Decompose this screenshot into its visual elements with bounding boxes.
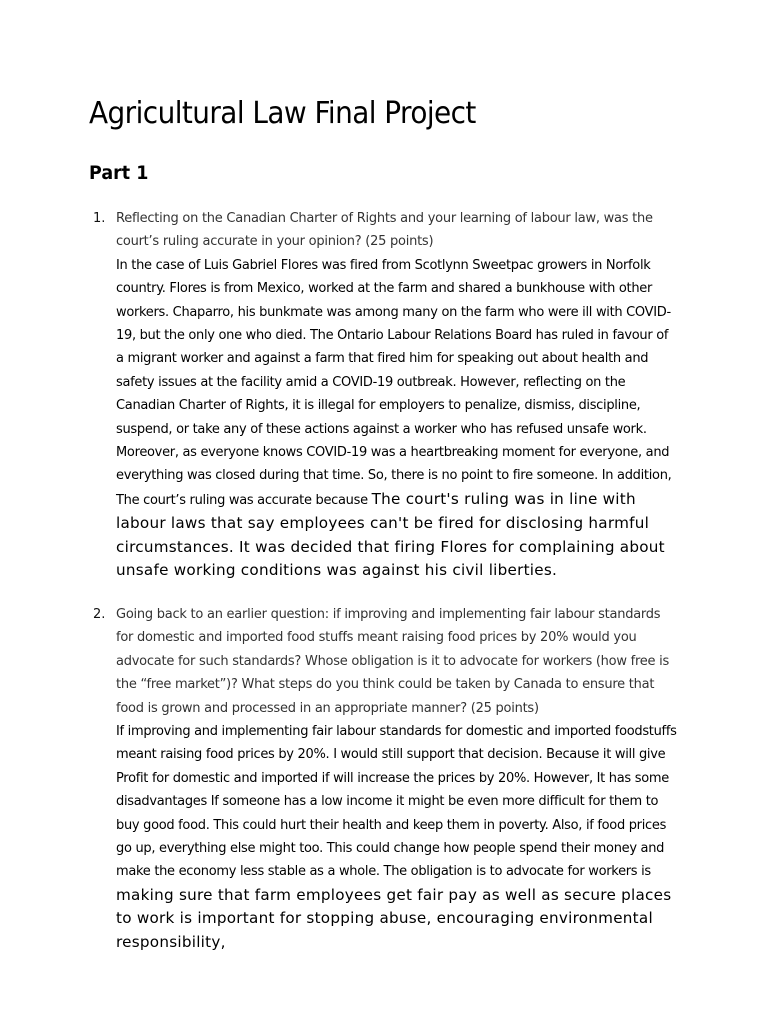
answer-text-large: The court's ruling was in line with labour laws that say employees can't be fired for disclosing harmful circumstances. It was decided that firing Flores for complaining about unsafe working conditions was against his civil liberties. xyxy=(116,489,665,580)
answer-text-large: making sure that farm employees get fair pay as well as secure places to work is important for stopping abuse, encouraging environmental responsibility, xyxy=(116,885,672,951)
question-text: Reflecting on the Canadian Charter of Rights and your learning of labour law, was the court’s ruling accurate in your opinion? (25 points) xyxy=(116,211,653,250)
answer-paragraph xyxy=(116,254,678,583)
list-item-body xyxy=(116,207,678,583)
list-item-1 xyxy=(93,207,683,583)
list-item-body xyxy=(116,603,678,954)
list-item-2 xyxy=(93,603,683,954)
part-heading: Part 1 xyxy=(89,162,149,184)
answer-paragraph xyxy=(116,720,678,954)
answer-text: If improving and implementing fair labour standards for domestic and imported foodstuffs meant raising food prices by 20%. I would still support that decision. Because it will give Profit for domestic and imported if will increase the prices by 20%. However, It has some disadvantages If someone has a low income it might be even more difficult for them to buy good food. This could hurt their health and keep them in poverty. Also, if food prices go up, everything else might too. This could change how people spend their money and make the economy less stable as a whole. The obligation is to advocate for workers is xyxy=(116,724,677,880)
list-item-number: 2. xyxy=(93,607,106,622)
document-title: Agricultural Law Final Project xyxy=(89,96,476,131)
question-text: Going back to an earlier question: if improving and implementing fair labour standards for domestic and imported food stuffs meant raising food prices by 20% would you advocate for such standards? Whose obligation is it to advocate for workers (how free is the “free market”)? What steps do you think could be taken by Canada to ensure that food is grown and processed in an appropriate manner? (25 points) xyxy=(116,607,670,716)
answer-text: In the case of Luis Gabriel Flores was fired from Scotlynn Sweetpac growers in Norfolk country. Flores is from Mexico, worked at the farm and shared a bunkhouse with other workers. Chaparro, his bunkmate was among many on the farm who were ill with COVID-19, but the only one who died. The Ontario Labour Relations Board has ruled in favour of a migrant worker and against a farm that fired him for speaking out about health and safety issues at the facility amid a COVID-19 outbreak. However, reflecting on the Canadian Charter of Rights, it is illegal for employers to penalize, dismiss, discipline, suspend, or take any of these actions against a worker who has refused unsafe work. Moreover, as everyone knows COVID-19 was a heartbreaking moment for everyone, and everything was closed during that time. So, there is no point to fire someone. In addition, The court’s ruling was accurate because xyxy=(116,257,672,508)
list-item-number: 1. xyxy=(93,211,106,226)
